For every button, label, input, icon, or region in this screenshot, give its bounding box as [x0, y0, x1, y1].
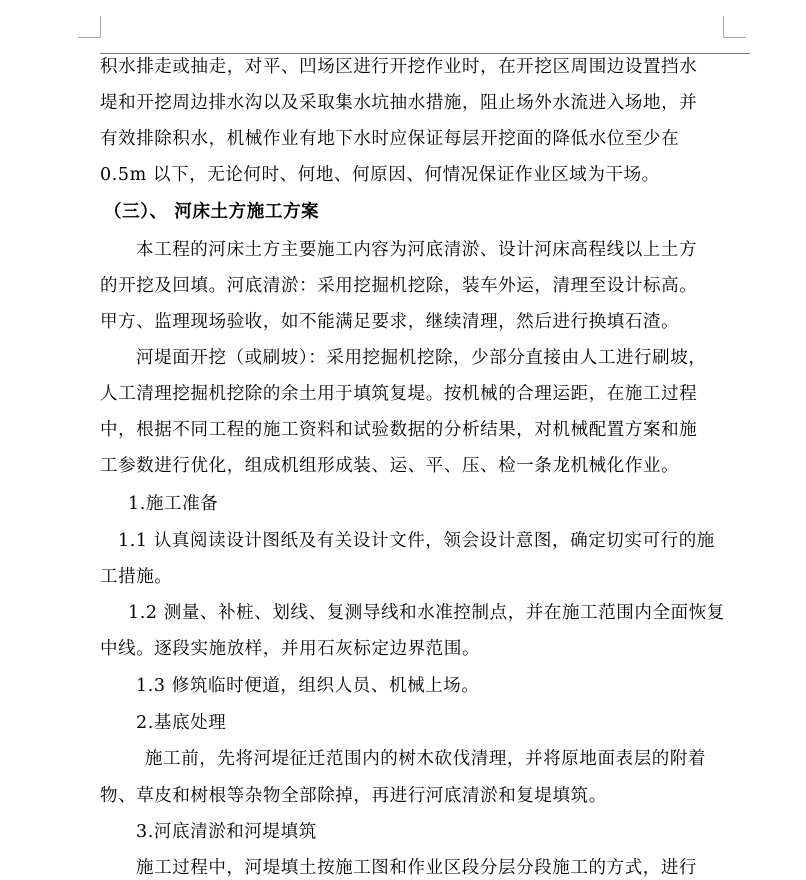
paragraph-line: 堤和开挖周边排水沟以及采取集水坑抽水措施，阻止场外水流进入场地，并: [100, 93, 698, 113]
paragraph-line: 本工程的河床土方主要施工内容为河底清淤、设计河床高程线以上土方: [136, 240, 698, 260]
paragraph-line: 河堤面开挖（或刷坡）：采用挖掘机挖除，少部分直接由人工进行刷坡，: [136, 348, 707, 368]
paragraph-line: 工参数进行优化，组成机组形成装、运、平、压、检一条龙机械化作业。: [100, 456, 680, 476]
crop-mark-top-right: [723, 16, 724, 38]
list-item-line: 工措施。: [100, 567, 173, 587]
list-item-heading: 1.施工准备: [128, 494, 219, 514]
section-heading: （三）、 河床土方施工方案: [104, 202, 320, 222]
header-rule: [100, 53, 750, 54]
list-item-heading: 3.河底清淤和河堤填筑: [136, 822, 317, 842]
paragraph-line: 的开挖及回填。河底清淤：采用挖掘机挖除，装车外运，清理至设计标高。: [100, 276, 698, 296]
list-item-line: 中线。逐段实施放样，并用石灰标定边界范围。: [100, 639, 481, 659]
paragraph-line: 施工前，先将河堤征迁范围内的树木砍伐清理，并将原地面表层的附着: [145, 749, 707, 769]
paragraph-line: 积水排走或抽走，对平、凹场区进行开挖作业时，在开挖区周围边设置挡水: [100, 57, 698, 77]
crop-mark-top-right-horizontal: [724, 37, 746, 38]
list-item-line: 1.3 修筑临时便道，组织人员、机械上场。: [136, 676, 480, 696]
paragraph-line: 有效排除积水，机械作业有地下水时应保证每层开挖面的降低水位至少在: [100, 129, 680, 149]
paragraph-line: 人工清理挖掘机挖除的余土用于填筑复堤。按机械的合理运距，在施工过程: [100, 384, 698, 404]
paragraph-line: 物、草皮和树根等杂物全部除掉，再进行河底清淤和复堤填筑。: [100, 786, 607, 806]
list-item-heading: 2.基底处理: [136, 713, 227, 733]
paragraph-line: 施工过程中，河堤填土按施工图和作业区段分层分段施工的方式，进行: [136, 858, 698, 878]
crop-mark-top-left: [100, 16, 101, 38]
list-item-line: 1.2 测量、补桩、划线、复测导线和水准控制点，并在施工范围内全面恢复: [128, 603, 725, 623]
paragraph-line: 甲方、监理现场验收，如不能满足要求，继续清理，然后进行换填石渣。: [100, 312, 680, 332]
list-item-line: 1.1 认真阅读设计图纸及有关设计文件，领会设计意图，确定切实可行的施: [118, 531, 715, 551]
paragraph-line: 0.5m 以下，无论何时、何地、何原因、何情况保证作业区域为干场。: [100, 165, 660, 185]
crop-mark-top-left-horizontal: [78, 37, 100, 38]
paragraph-line: 中，根据不同工程的施工资料和试验数据的分析结果，对机械配置方案和施: [100, 420, 698, 440]
